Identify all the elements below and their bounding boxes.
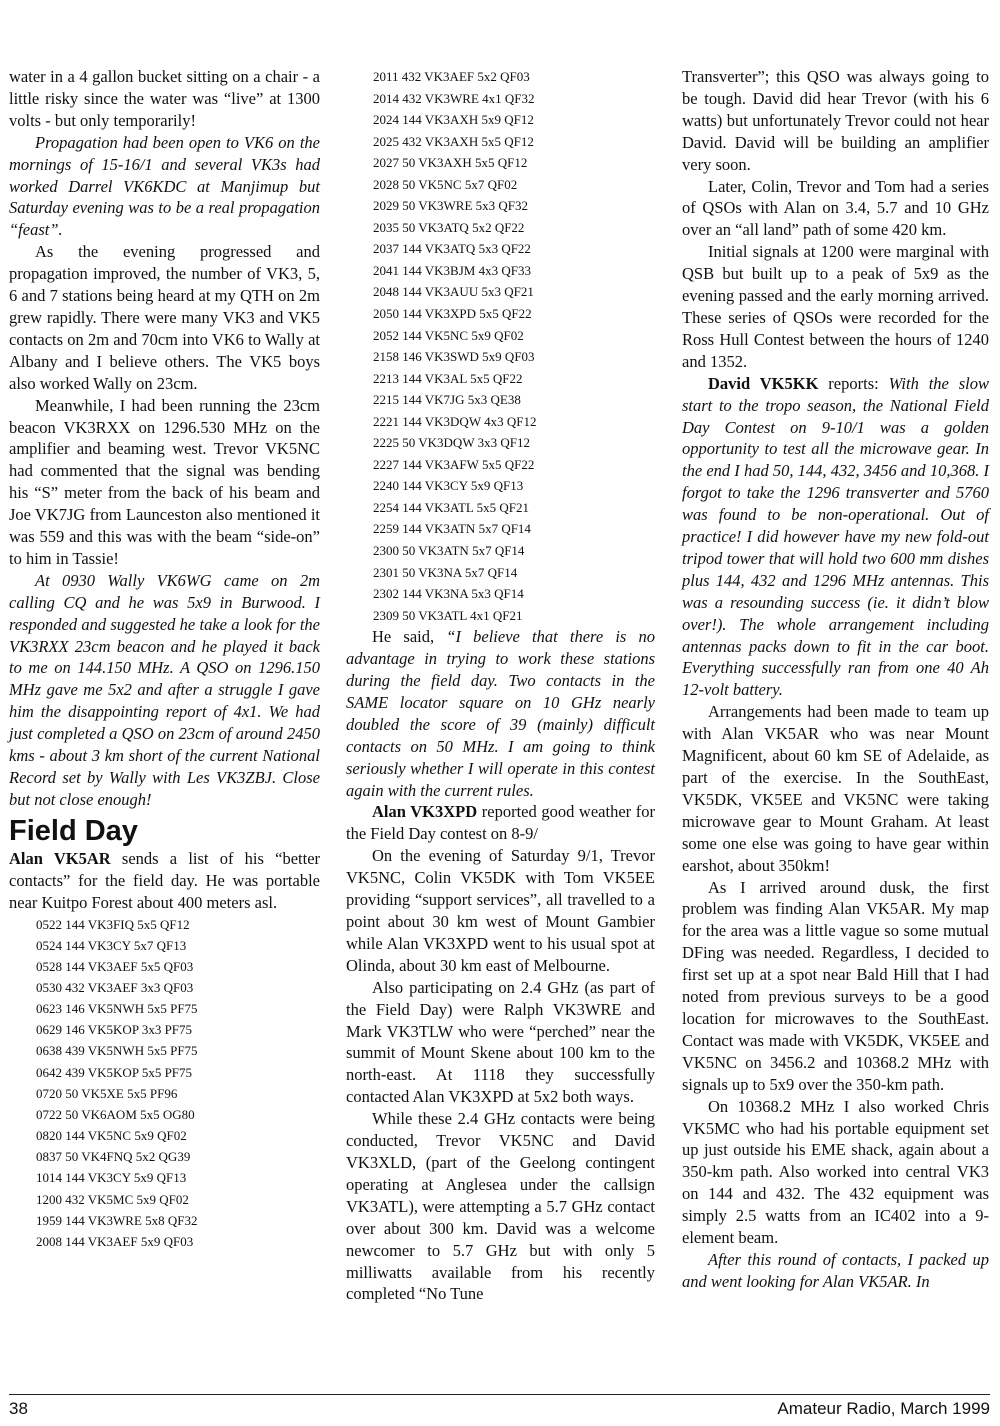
paragraph: On 10368.2 MHz I also worked Chris VK5MC who had his portable equipment set up just outside his EME shack, again about a 350-km path. Also worked into central VK3 on 144 and 432. The 432 equipment was simply 2.5 watts from an IC402 into a 9-element beam. bbox=[682, 1096, 989, 1248]
contact-log-list bbox=[9, 914, 320, 1253]
log-entry: 0820 144 VK5NC 5x9 QF02 bbox=[36, 1128, 187, 1144]
log-entry: 0522 144 VK3FIQ 5x5 QF12 bbox=[36, 916, 190, 932]
log-entry: 0629 146 VK5KOP 3x3 PF75 bbox=[36, 1022, 193, 1038]
paragraph: Arrangements had been made to team up with Alan VK5AR who was near Mount Magnificent, about 60 km SE of Adelaide, as part of the exercise. In the SouthEast, VK5DK, VK5EE and VK5NC were taking microwave gear to Mount Graham. At least some one else was going to have gear within earshot, about 350km! bbox=[682, 702, 989, 875]
log-entry: 0638 439 VK5NWH 5x5 PF75 bbox=[36, 1043, 198, 1059]
paragraph: Propagation had been open to VK6 on the mornings of 15-16/1 and several VK3s had worked Darrel VK6KDC at Manjimup but Saturday evening was to be a real propagation “feast”. bbox=[9, 132, 320, 240]
log-entry: 2215 144 VK7JG 5x3 QE38 bbox=[373, 392, 521, 408]
log-entry: 2301 50 VK3NA 5x7 QF14 bbox=[373, 564, 518, 580]
log-entry: 2300 50 VK3ATN 5x7 QF14 bbox=[373, 543, 525, 559]
column-1 bbox=[9, 66, 320, 1252]
paragraph bbox=[9, 848, 320, 914]
quoted-text: With the slow start to the tropo season, the National Field Day Contest on 9-10/1 was a golden opportunity to test all the microwave gear. In the end I had 50, 144, 432, 3456 and 10,368. I forgot to take the 1296 transverter and 5760 was found to be non-operational. Out of practice! I did however have my new fold-out tripod tower that will hold two 600 mm dishes plus 144, 432 and 1296 MHz antennas. This was a resounding success (ie. it didn’t blow over!). The whole arrangement including antennas packs down to fit in the car boot. Everything successfully ran from one 40 Ah 12-volt battery. bbox=[682, 373, 989, 700]
log-entry: 2213 144 VK3AL 5x5 QF22 bbox=[373, 370, 523, 386]
log-entry: 2014 432 VK3WRE 4x1 QF32 bbox=[373, 90, 535, 106]
footer-rule bbox=[9, 1394, 990, 1395]
log-entry: 0623 146 VK5NWH 5x5 PF75 bbox=[36, 1001, 198, 1017]
paragraph bbox=[346, 626, 655, 801]
log-entry: 2027 50 VK3AXH 5x5 QF12 bbox=[373, 155, 528, 171]
log-entry: 2309 50 VK3ATL 4x1 QF21 bbox=[373, 607, 523, 623]
page-number: 38 bbox=[9, 1399, 28, 1418]
log-entry: 2227 144 VK3AFW 5x5 QF22 bbox=[373, 456, 535, 472]
paragraph: Transverter”; this QSO was always going to be tough. David did hear Trevor (with his 6 watts) but unfortunately Trevor could not hear David. David will be building an amplifier very soon. bbox=[682, 67, 989, 174]
log-entry: 0528 144 VK3AEF 5x5 QF03 bbox=[36, 958, 194, 974]
log-entry: 2008 144 VK3AEF 5x9 QF03 bbox=[36, 1233, 194, 1249]
log-entry: 0530 432 VK3AEF 3x3 QF03 bbox=[36, 980, 194, 995]
callsign-name: Alan VK3XPD bbox=[372, 802, 478, 822]
paragraph-text: sends a list of his “better contacts” for the field day. He was portable near Kuitpo Forest about 400 meters asl. bbox=[9, 848, 321, 912]
log-entry: 1200 432 VK5MC 5x9 QF02 bbox=[36, 1191, 189, 1207]
paragraph-text: reported good weather for the Field Day contest on 8-9/ bbox=[346, 802, 655, 844]
paragraph: Initial signals at 1200 were marginal with QSB but built up to a peak of 5x9 as the evening passed and the early morning arrived. These series of QSOs were recorded for the Ross Hull Contest between the hours of 1240 and 1352. bbox=[682, 242, 989, 371]
contact-log-list bbox=[346, 66, 655, 626]
log-entry: 2035 50 VK3ATQ 5x2 QF22 bbox=[373, 219, 525, 235]
log-entry: 0524 144 VK3CY 5x7 QF13 bbox=[36, 937, 187, 953]
log-entry: 2225 50 VK3DQW 3x3 QF12 bbox=[373, 435, 530, 451]
paragraph: As the evening progressed and propagation improved, the number of VK3, 5, 6 and 7 stations being heard at my QTH on 2m grew rapidly. There were many VK3 and VK5 contacts on 2m and 70cm into VK6 to Wally at Albany and I believe others. The VK5 boys also worked Wally on 23cm. bbox=[9, 242, 320, 393]
paragraph: Meanwhile, I had been running the 23cm beacon VK3RXX on 1296.530 MHz on the amplifier and beaming west. Trevor VK5NC had commented that the signal was bending his “S” meter from the back of his beam and Joe VK7JG from Launceston also mentioned it was 559 and this was with the beam “side-on” to him in Tassie! bbox=[9, 395, 320, 568]
log-entry: 0720 50 VK5XE 5x5 PF96 bbox=[36, 1085, 178, 1101]
paragraph bbox=[682, 373, 989, 702]
paragraph: water in a 4 gallon bucket sitting on a chair - a little risky since the water was “live” at 1300 volts - but only temporarily! bbox=[9, 67, 320, 130]
paragraph: As I arrived around dusk, the first problem was finding Alan VK5AR. My map for the area was a little vague so some mutual DFing was needed. Regardless, I decided to first set up at a spot near Bald Hill that I had noted from previous surveys to be a good location for microwaves to the SouthEast. Contact was made with VK5DK, VK5EE and VK5NC on 3456.2 and 10368.2 MHz with signals up to 5x9 over the 350-km path. bbox=[682, 877, 989, 1094]
log-entry: 2221 144 VK3DQW 4x3 QF12 bbox=[373, 413, 537, 429]
paragraph bbox=[346, 801, 655, 845]
log-entry: 2037 144 VK3ATQ 5x3 QF22 bbox=[373, 241, 531, 257]
paragraph: At 0930 Wally VK6WG came on 2m calling CQ and he was 5x9 in Burwood. I responded and suggested he take a look for the VK3RXX 23cm beacon and he played it back to me on 144.150 MHz. A QSO on 1296.150 MHz gave me 5x2 and after a struggle I gave him the disappointing report of 4x1. We had just completed a QSO on 23cm of around 2450 kms - about 3 km short of the current National Record set by Wally with Les VK3ZBJ. Close but not close enough! bbox=[9, 570, 320, 809]
publication-footer: Amateur Radio, March 1999 bbox=[777, 1399, 990, 1418]
log-entry: 2240 144 VK3CY 5x9 QF13 bbox=[373, 478, 524, 494]
log-entry: 2158 146 VK3SWD 5x9 QF03 bbox=[373, 349, 535, 365]
paragraph: After this round of contacts, I packed up and went looking for Alan VK5AR. In bbox=[682, 1249, 989, 1291]
log-entry: 0722 50 VK6AOM 5x5 OG80 bbox=[36, 1106, 195, 1122]
log-entry: 2025 432 VK3AXH 5x5 QF12 bbox=[373, 133, 534, 149]
callsign-name: Alan VK5AR bbox=[9, 848, 111, 868]
log-entry: 2048 144 VK3AUU 5x3 QF21 bbox=[373, 284, 534, 300]
paragraph: Also participating on 2.4 GHz (as part of the Field Day) were Ralph VK3WRE and Mark VK3TLW who were “perched” near the summit of Mount Skene about 100 km to the north-east. At 1118 they successfully contacted Alan VK3XPD at 5x2 both ways. bbox=[346, 977, 655, 1107]
log-entry: 2041 144 VK3BJM 4x3 QF33 bbox=[373, 262, 531, 278]
log-entry: 2259 144 VK3ATN 5x7 QF14 bbox=[373, 521, 531, 537]
log-entry: 2024 144 VK3AXH 5x9 QF12 bbox=[373, 112, 534, 128]
log-entry: 2254 144 VK3ATL 5x5 QF21 bbox=[373, 499, 530, 515]
paragraph: Later, Colin, Trevor and Tom had a series of QSOs with Alan on 3.4, 5.7 and 10 GHz over an “all land” path of some 420 km. bbox=[682, 176, 989, 240]
log-entry: 2028 50 VK5NC 5x7 QF02 bbox=[373, 176, 518, 192]
log-entry: 2050 144 VK3XPD 5x5 QF22 bbox=[373, 306, 532, 322]
paragraph: While these 2.4 GHz contacts were being conducted, Trevor VK5NC and David VK3XLD, (part of the Geelong contingent operating at Anglesea under the callsign VK3ATL), were attempting a 5.7 GHz contact over about 300 km. David was a welcome newcomer to 5.7 GHz but with only 5 milliwatts available from his recently completed “No Tune bbox=[346, 1109, 655, 1304]
log-entry: 2052 144 VK5NC 5x9 QF02 bbox=[373, 327, 524, 343]
quoted-text: “I believe that there is no advantage in trying to work these stations during the field day. Two contacts in the SAME locator square on 10 GHz nearly doubled the score of 39 (mainly) difficult contacts on 50 MHz. I am going to think seriously whether I will operate in this contest again with the current rules. bbox=[346, 627, 655, 800]
log-entry: 2011 432 VK3AEF 5x2 QF03 bbox=[373, 69, 530, 84]
column-2 bbox=[346, 70, 655, 1305]
log-entry: 2302 144 VK3NA 5x3 QF14 bbox=[373, 586, 524, 602]
log-entry: 0642 439 VK5KOP 5x5 PF75 bbox=[36, 1064, 193, 1080]
log-entry: 1959 144 VK3WRE 5x8 QF32 bbox=[36, 1212, 198, 1228]
paragraph-lead: reports: bbox=[818, 373, 889, 393]
log-entry: 2029 50 VK3WRE 5x3 QF32 bbox=[373, 198, 529, 214]
log-entry: 0837 50 VK4FNQ 5x2 QG39 bbox=[36, 1149, 191, 1165]
log-entry: 1014 144 VK3CY 5x9 QF13 bbox=[36, 1170, 187, 1186]
section-heading: Field Day bbox=[9, 814, 138, 847]
callsign-name: David VK5KK bbox=[708, 373, 819, 393]
column-3 bbox=[682, 66, 989, 1293]
paragraph-lead: He said, bbox=[372, 627, 447, 647]
paragraph: On the evening of Saturday 9/1, Trevor VK5NC, Colin VK5DK with Tom VK5EE providing “support services”, all travelled to a point about 30 km west of Mount Gambier while Alan VK3XPD went to his usual spot at Olinda, about 30 km east of Melbourne. bbox=[346, 846, 655, 975]
